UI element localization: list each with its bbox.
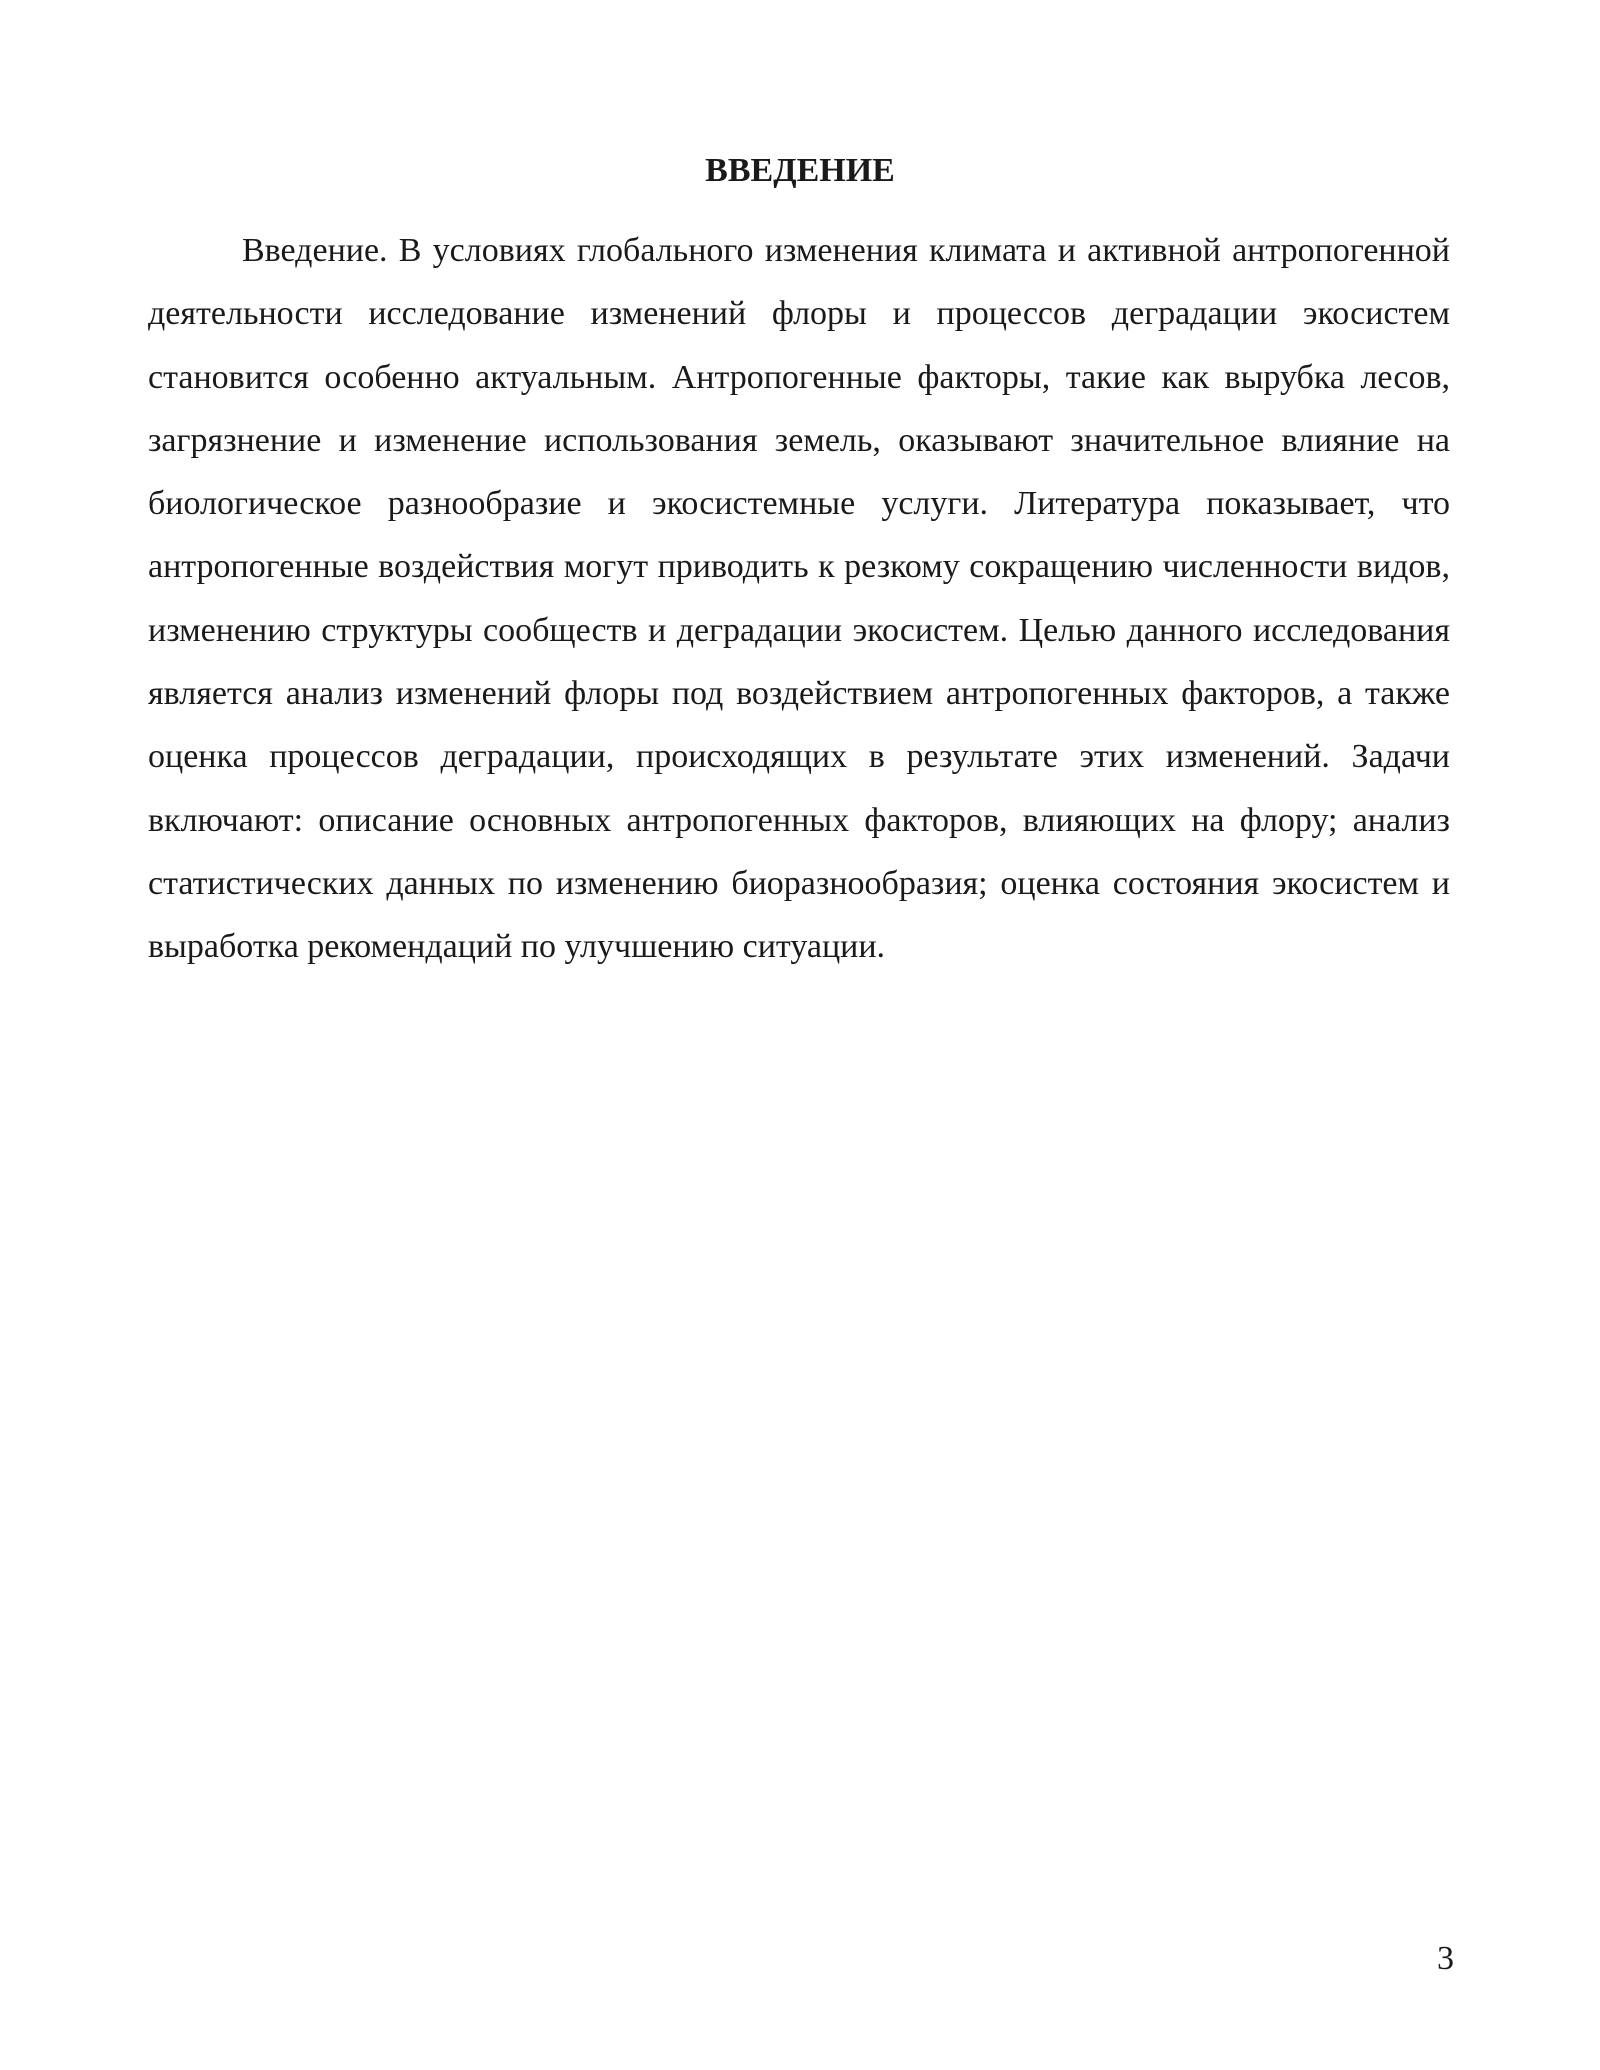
body-paragraph: Введение. В условиях глобального изменения климата и активной антропогенной деятельности исследование изменений флоры и процессов деградации экосистем становится особенно актуальным. Антропогенные факторы, такие как вырубка лесов, загрязнение и изменение использования земель, оказывают значительное влияние на биологическое разнообразие и экосистемные услуги. Литература показывает, что антропогенные воздействия могут приводить к резкому сокращению численности видов, изменению структуры сообществ и деградации экосистем. Целью данного исследования является анализ изменений флоры под воздействием антропогенных факторов, а также оценка процессов деградации, происходящих в результате этих изменений. Задачи включают: описание основных антропогенных факторов, влияющих на флору; анализ статистических данных по изменению биоразнообразия; оценка состояния экосистем и выработка рекомендаций по улучшению ситуации. [148,232,1450,966]
page-number: 3 [1437,1940,1454,1977]
section-heading: ВВЕДЕНИЕ [705,152,895,189]
